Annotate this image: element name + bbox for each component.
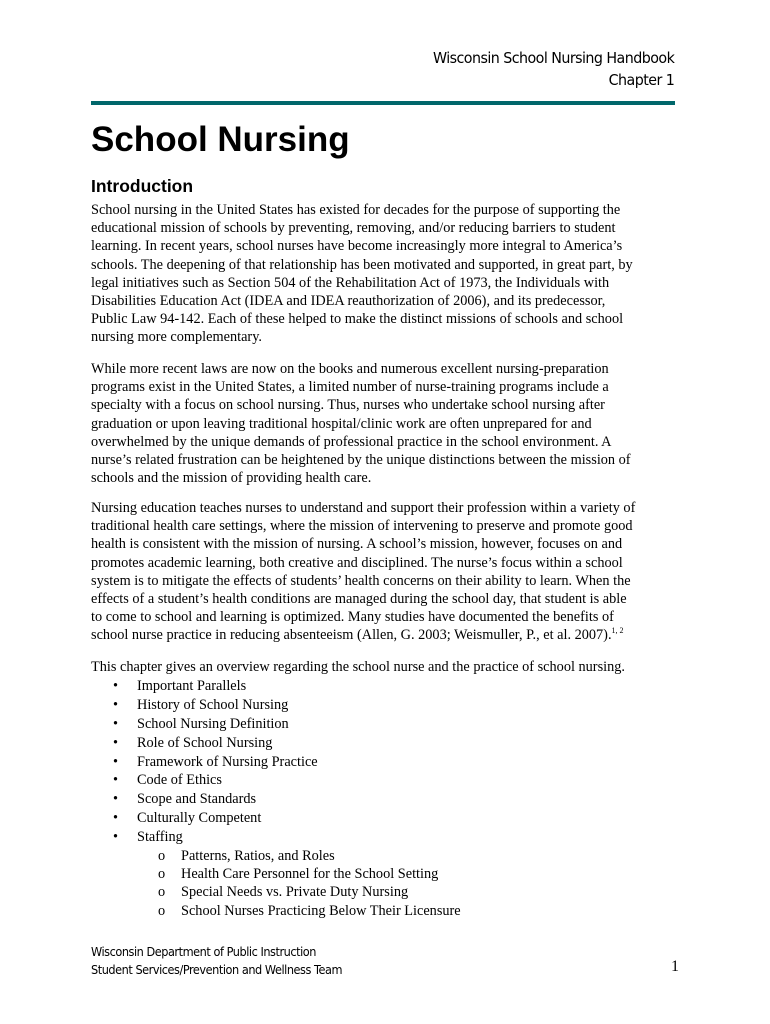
line-text: schools and the mission of providing health care.	[91, 470, 372, 487]
text-line	[91, 572, 635, 590]
list-item	[91, 715, 461, 734]
footer-team: Student Services/Prevention and Wellness Team	[91, 963, 343, 977]
line-text: nurse’s related frustration can be heightened by the unique distinctions between the mission of	[91, 451, 631, 468]
sub-list-item-text: Special Needs vs. Private Duty Nursing	[181, 884, 409, 901]
list-item-text: Staffing	[137, 829, 183, 846]
list-item	[91, 677, 461, 696]
running-header	[433, 47, 674, 91]
line-text: system is to mitigate the effects of students’ health concerns on their ability to learn. When the	[91, 572, 631, 589]
text-line	[91, 274, 633, 292]
line-text: health is consistent with the mission of nursing. A school’s mission, however, focuses on and	[91, 536, 623, 553]
line-text: traditional health care settings, where the mission of intervening to preserve and promote good	[91, 518, 633, 535]
header-rule	[91, 101, 675, 105]
bullet-icon: •	[113, 829, 119, 846]
text-line	[91, 608, 635, 626]
section-heading: Introduction	[91, 176, 194, 196]
line-text: overwhelmed by the unique demands of professional practice in the school environment. A	[91, 433, 612, 450]
text-line	[91, 292, 633, 310]
list-item	[91, 753, 461, 772]
list-item	[91, 771, 461, 790]
line-text: learning. In recent years, school nurses have become increasingly more integral to America’s	[91, 238, 623, 255]
text-line	[91, 396, 631, 414]
list-item	[91, 828, 461, 847]
list-item-text: Scope and Standards	[137, 791, 257, 808]
line-text: nursing more complementary.	[91, 329, 262, 346]
handbook-title: Wisconsin School Nursing Handbook	[432, 49, 674, 67]
hollow-bullet-icon: o	[158, 902, 166, 919]
line-text: educational mission of schools by preventing, removing, and/or reducing barriers to student	[91, 220, 616, 237]
text-line	[91, 433, 631, 451]
paragraph	[91, 201, 633, 347]
list-item-text: Code of Ethics	[137, 772, 222, 789]
list-item	[91, 809, 461, 828]
line-text: Nursing education teaches nurses to understand and support their profession within a variety of	[91, 500, 636, 516]
sub-list-item-text: Patterns, Ratios, and Roles	[181, 848, 335, 865]
list-item-text: Framework of Nursing Practice	[137, 753, 318, 770]
bullet-icon: •	[113, 810, 119, 827]
text-line	[91, 535, 635, 553]
list-item	[91, 696, 461, 715]
bullet-icon: •	[113, 772, 119, 789]
text-line	[91, 469, 631, 487]
bullet-icon: •	[113, 791, 119, 808]
text-line	[91, 626, 635, 644]
list-item-text: History of School Nursing	[137, 696, 289, 713]
text-line	[91, 256, 633, 274]
hollow-bullet-icon: o	[158, 848, 166, 865]
sub-list-item	[91, 847, 461, 865]
text-line	[91, 310, 633, 328]
text-line	[91, 451, 631, 469]
line-text: Disabilities Education Act (IDEA and IDEA reauthorization of 2006), and its predecessor,	[91, 292, 606, 309]
sub-list-item-text: Health Care Personnel for the School Setting	[181, 866, 439, 883]
page-number: 1	[671, 958, 679, 975]
paragraph	[91, 360, 631, 487]
line-text: promotes academic learning, both creative and disciplined. The nurse’s focus within a school	[91, 554, 623, 571]
text-line	[91, 517, 635, 535]
bullet-icon: •	[113, 715, 119, 732]
list-item-text: School Nursing Definition	[137, 715, 289, 732]
sub-list-item-text: School Nurses Practicing Below Their Licensure	[181, 902, 461, 919]
text-line	[91, 590, 635, 608]
list-item-text: Culturally Competent	[137, 810, 262, 827]
text-line	[91, 328, 633, 346]
chapter-label: Chapter 1	[608, 71, 674, 89]
bullet-icon: •	[113, 753, 119, 770]
overview-intro: This chapter gives an overview regarding the school nurse and the practice of school nursing.	[91, 659, 625, 675]
footer	[91, 943, 342, 979]
line-text: While more recent laws are now on the books and numerous excellent nursing-preparation	[91, 361, 609, 377]
hollow-bullet-icon: o	[158, 866, 166, 883]
list-item	[91, 734, 461, 753]
text-line	[91, 201, 633, 219]
line-text: effects of a student’s health conditions are managed during the school day, that student is able	[91, 590, 627, 607]
text-line	[91, 360, 631, 378]
topic-list	[91, 677, 461, 920]
line-text: programs exist in the United States, a limited number of nurse-training programs include a	[91, 379, 609, 396]
bullet-icon: •	[113, 696, 119, 713]
footnote-reference: 1, 2	[611, 626, 624, 636]
list-item-text: Role of School Nursing	[137, 734, 273, 751]
list-item-text: Important Parallels	[137, 678, 247, 694]
line-text: graduation or upon leaving traditional hospital/clinic work are often unprepared for and	[91, 415, 592, 432]
line-text: Public Law 94-142. Each of these helped to make the distinct missions of schools and school	[91, 311, 624, 328]
sub-list-item	[91, 883, 461, 901]
line-text: school nurse practice in reducing absenteeism (Allen, G. 2003; Weismuller, P., et al. 2007).	[91, 627, 612, 644]
line-text: to come to school and learning is optimized. Many studies have documented the benefits of	[91, 609, 614, 626]
bullet-icon: •	[113, 678, 119, 694]
page-title: School Nursing	[91, 120, 350, 159]
text-line	[91, 219, 633, 237]
list-item	[91, 790, 461, 809]
bullet-icon: •	[113, 734, 119, 751]
sub-list-item	[91, 865, 461, 883]
line-text: legal initiatives such as Section 504 of the Rehabilitation Act of 1973, the Individuals with	[91, 274, 610, 291]
line-text: schools. The deepening of that relationship has been motivated and supported, in great part, by	[91, 256, 633, 273]
line-text: specialty with a focus on school nursing. Thus, nurses who undertake school nursing after	[91, 397, 605, 414]
paragraph	[91, 499, 635, 645]
text-line	[91, 415, 631, 433]
line-text: School nursing in the United States has existed for decades for the purpose of supporting the	[91, 202, 621, 218]
sub-list-item	[91, 902, 461, 920]
footer-department: Wisconsin Department of Public Instruction	[91, 945, 316, 959]
text-line	[91, 237, 633, 255]
text-line	[91, 499, 635, 517]
hollow-bullet-icon: o	[158, 884, 166, 901]
text-line	[91, 554, 635, 572]
text-line	[91, 378, 631, 396]
